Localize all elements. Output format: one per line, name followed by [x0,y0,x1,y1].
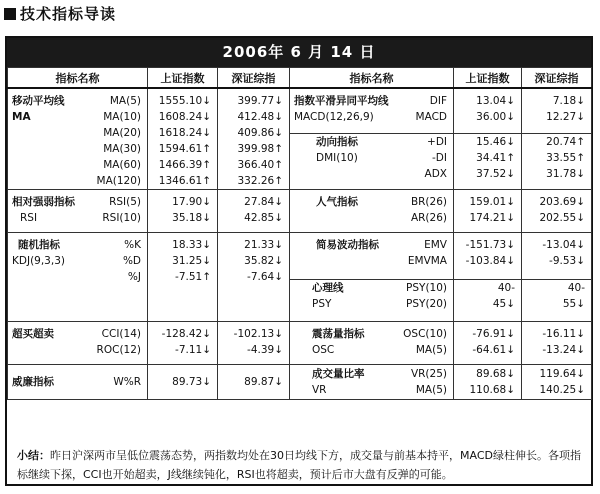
ma-sh-values [148,88,218,190]
dmi-param: ADX [424,168,447,180]
value-cell: 412.48↓ [237,111,283,123]
rsi-name: 相对强弱指标 [12,196,75,208]
date-bar: 2006年 6 月 14 日 [7,38,591,67]
osc-abbr: OSC [312,344,335,356]
value-cell: 409.86↓ [237,127,283,139]
emv-name: 简易波动指标 [316,239,379,251]
emv-param: EMV [424,239,447,251]
value-cell: 31.78↓ [546,168,585,180]
ma-indicator [8,88,148,190]
value-cell: 35.18↓ [172,212,211,224]
osc-param: OSC(10) [403,328,447,340]
block-kdj [8,233,592,322]
indicator-table [7,67,592,400]
vr-abbr: VR [312,384,327,396]
kdj-param: %J [127,271,141,283]
value-cell: 55↓ [562,298,585,310]
value-cell: 366.40↑ [237,159,283,171]
value-cell: -16.11↓ [542,328,585,340]
macd-dmi-indicator [290,88,454,190]
macd-param: DIF [429,95,447,107]
value-cell: -7.51↑ [175,271,211,283]
value-cell: 45↓ [492,298,515,310]
value-cell: -4.39↓ [247,344,283,356]
value-cell: 399.77↓ [237,95,283,107]
kdj-sh-values [148,233,218,322]
kdj-abbr: KDJ(9,3,3) [12,255,65,267]
ma-abbr: MA [12,111,31,123]
vr-sh-values [454,365,522,400]
vr-indicator [290,365,454,400]
value-cell: -13.24↓ [542,344,585,356]
value-cell: 1618.24↓ [158,127,211,139]
value-cell: -103.84↓ [465,255,515,267]
emv-psy-indicator [290,233,454,322]
indicator-panel [5,36,593,486]
heading-square-icon [4,8,16,20]
block-wr [8,365,592,400]
header-row [8,68,592,89]
value-cell: 1466.39↑ [158,159,211,171]
osc-param: MA(5) [415,344,447,356]
psy-param: PSY(10) [406,282,447,294]
ma-param: MA(20) [103,127,141,139]
wr-sh-values [148,365,218,400]
value-cell: 119.64↓ [539,368,585,380]
wr-indicator [8,365,148,400]
br-sz-values [522,190,592,233]
dmi-param: +DI [427,136,447,148]
kdj-param: %K [124,239,141,251]
value-cell: 27.84↓ [244,196,283,208]
value-cell: 31.25↓ [172,255,211,267]
value-cell: 159.01↓ [469,196,515,208]
cci-param: CCI(14) [101,328,141,340]
value-cell: 203.69↓ [539,196,585,208]
value-cell: 36.00↓ [476,111,515,123]
wr-sz-values [218,365,290,400]
value-cell: -76.91↓ [472,328,515,340]
ma-param: MA(5) [109,95,141,107]
macd-dmi-sz-values [522,88,592,190]
vr-param: VR(25) [410,368,447,380]
block-rsi [8,190,592,233]
psy-name: 心理线 [312,282,344,294]
value-cell: 15.46↓ [454,133,521,150]
value-cell: 1594.61↑ [158,143,211,155]
value-cell: 40- [522,279,591,296]
value-cell: -13.04↓ [542,239,585,251]
value-cell: 140.25↓ [539,384,585,396]
value-cell: 18.33↓ [172,239,211,251]
osc-sz-values [522,322,592,365]
value-cell: 202.55↓ [539,212,585,224]
osc-name: 震荡量指标 [312,328,365,340]
heading-text: 技术指标导读 [20,5,117,23]
value-cell: 34.41↑ [476,152,515,164]
value-cell: 42.85↓ [244,212,283,224]
col-header: 上证指数 [454,68,522,89]
value-cell: -151.73↓ [465,239,515,251]
value-cell: 12.27↓ [546,111,585,123]
vr-sz-values [522,365,592,400]
cci-sh-values [148,322,218,365]
ma-param: MA(120) [96,175,141,187]
vr-param: MA(5) [415,384,447,396]
dmi-abbr: DMI(10) [316,152,358,164]
value-cell: 399.98↑ [237,143,283,155]
value-cell: 20.74↑ [522,133,591,150]
macd-param: MACD [415,111,447,123]
emv-psy-sh-values [454,233,522,322]
value-cell: 89.68↓ [476,368,515,380]
ma-name: 移动平均线 [12,95,65,107]
value-cell: 7.18↓ [552,95,585,107]
rsi-sh-values [148,190,218,233]
value-cell: 332.26↑ [237,175,283,187]
value-cell: -9.53↓ [549,255,585,267]
kdj-sz-values [218,233,290,322]
value-cell: -102.13↓ [233,328,283,340]
ma-param: MA(60) [103,159,141,171]
value-cell: 110.68↓ [469,384,515,396]
page-heading [4,3,116,25]
value-cell: 33.55↑ [546,152,585,164]
kdj-param: %D [122,255,141,267]
col-header: 深证综指 [522,68,592,89]
value-cell: 35.82↓ [244,255,283,267]
cci-name: 超买超卖 [12,328,54,340]
psy-abbr: PSY [312,298,332,310]
macd-dmi-sh-values [454,88,522,190]
cci-sz-values [218,322,290,365]
kdj-indicator [8,233,148,322]
wr-name: 威廉指标 [12,376,54,388]
col-header: 上证指数 [148,68,218,89]
vr-name: 成交量比率 [312,368,365,380]
rsi-param: RSI(10) [102,212,141,224]
osc-indicator [290,322,454,365]
br-name: 人气指标 [316,196,358,208]
dmi-param: -DI [432,152,447,164]
value-cell: 21.33↓ [244,239,283,251]
value-cell: 37.52↓ [476,168,515,180]
ma-param: MA(30) [103,143,141,155]
rsi-indicator [8,190,148,233]
cci-indicator [8,322,148,365]
psy-param: PSY(20) [406,298,447,310]
value-cell: 40- [454,279,521,296]
value-cell: 89.87↓ [244,376,283,388]
summary-text: 昨日沪深两市呈低位震荡态势，两指数均处在30日均线下方，成交量与前基本持平，MACD绿柱伸长。各项指标继续下探，CCI也开始超卖，J线继续钝化，RSI也将超卖，预计后市大盘有反弹的可能。 [17,449,581,481]
col-header: 指标名称 [290,68,454,89]
summary-note [11,442,589,488]
value-cell: -7.11↓ [175,344,211,356]
macd-abbr: MACD(12,26,9) [294,111,374,123]
value-cell: 1608.24↓ [158,111,211,123]
osc-sh-values [454,322,522,365]
macd-name: 指数平滑异同平均线 [294,95,389,107]
dmi-name: 动向指标 [316,136,358,148]
br-sh-values [454,190,522,233]
rsi-sz-values [218,190,290,233]
br-indicator [290,190,454,233]
value-cell: 89.73↓ [172,376,211,388]
ma-sz-values [218,88,290,190]
value-cell: -7.64↓ [247,271,283,283]
br-param: AR(26) [410,212,447,224]
block-cci [8,322,592,365]
col-header: 指标名称 [8,68,148,89]
kdj-name: 随机指标 [18,239,60,251]
value-cell: 1346.61↑ [158,175,211,187]
block-ma [8,88,592,190]
value-cell: -64.61↓ [472,344,515,356]
br-param: BR(26) [410,196,447,208]
cci-param: ROC(12) [96,344,141,356]
value-cell: 17.90↓ [172,196,211,208]
rsi-param: RSI(5) [109,196,141,208]
value-cell: 174.21↓ [469,212,515,224]
emv-psy-sz-values [522,233,592,322]
value-cell: 1555.10↓ [158,95,211,107]
value-cell: 13.04↓ [476,95,515,107]
value-cell: -128.42↓ [161,328,211,340]
col-header: 深证综指 [218,68,290,89]
emv-param: EMVMA [407,255,447,267]
wr-param: W%R [113,376,141,388]
ma-param: MA(10) [103,111,141,123]
rsi-abbr: RSI [20,212,38,224]
summary-label: 小结： [17,449,50,462]
